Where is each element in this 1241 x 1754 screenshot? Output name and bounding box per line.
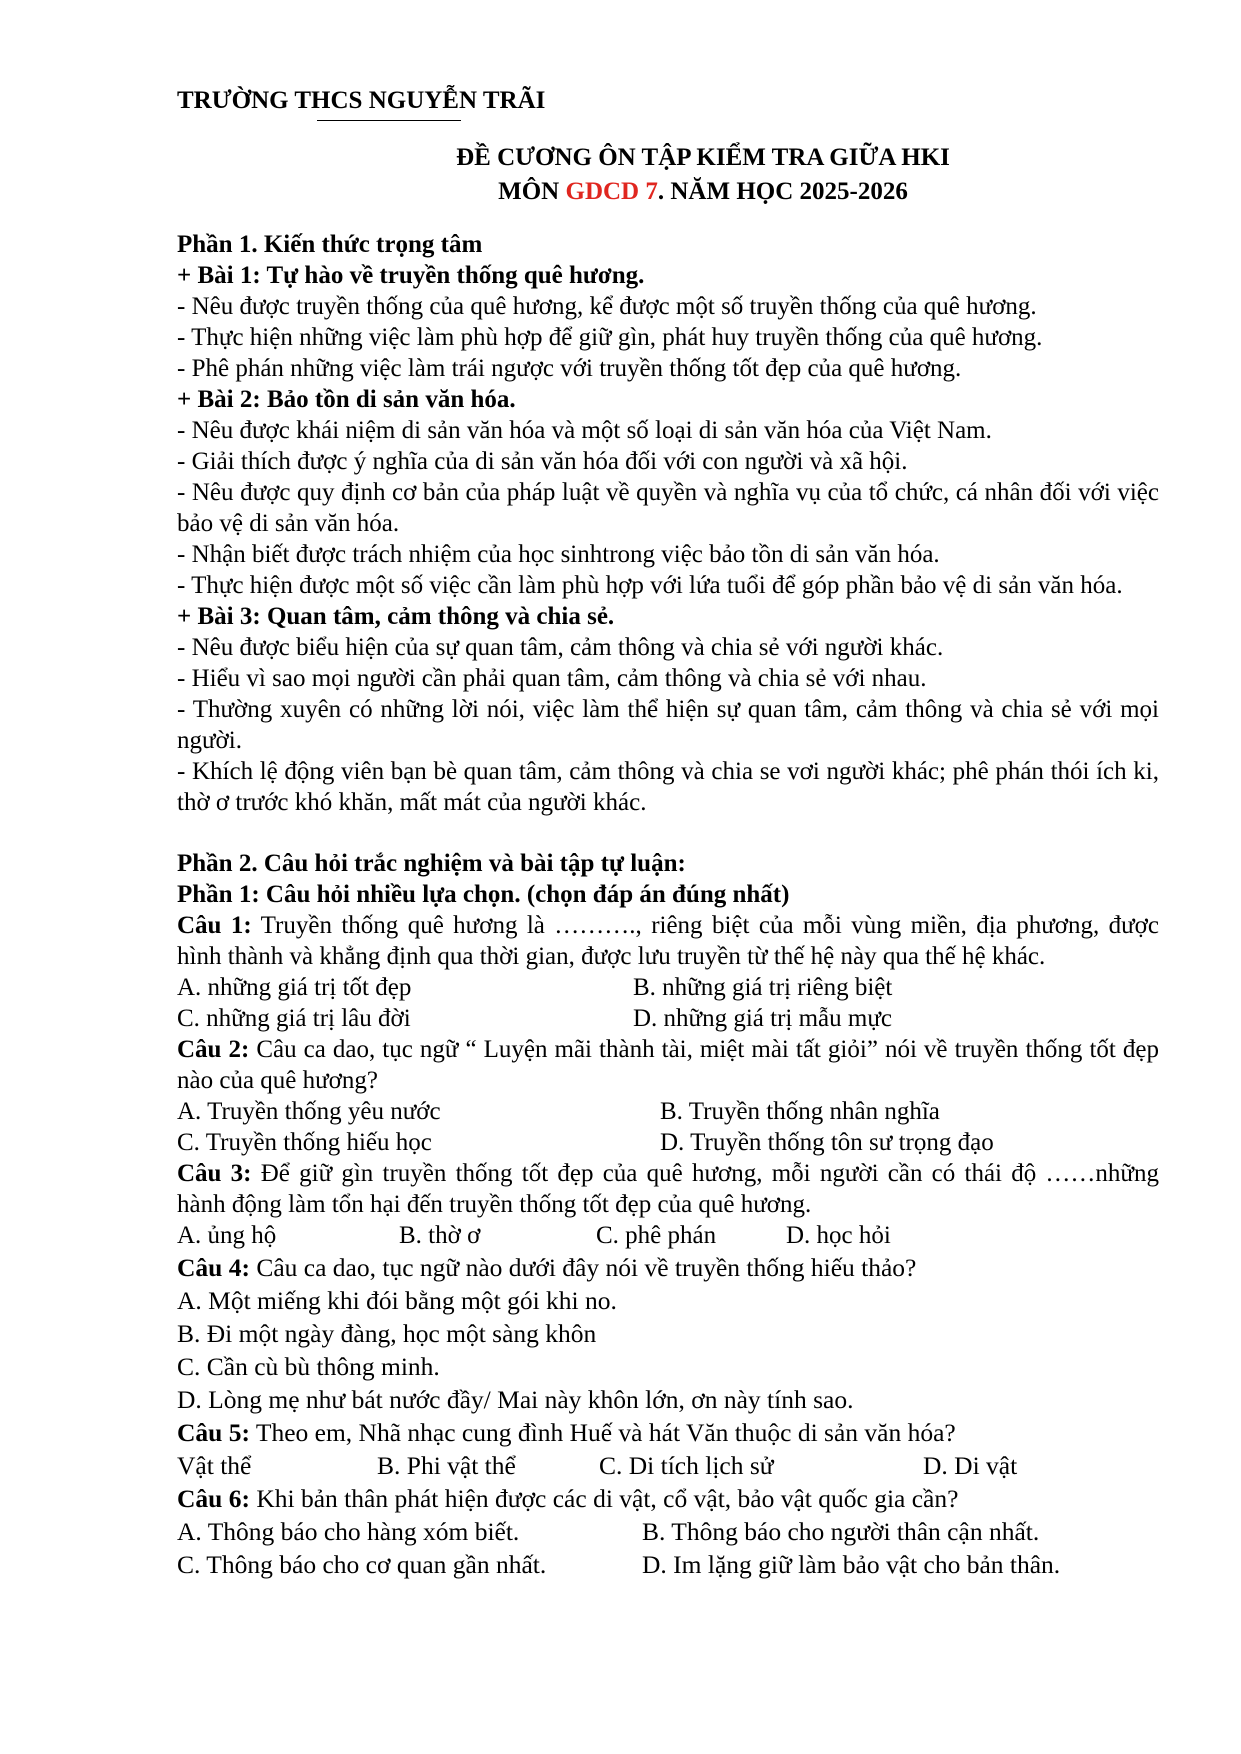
option-b: B. những giá trị riêng biệt: [633, 974, 893, 1001]
question-6: [177, 1482, 1159, 1515]
lesson-2-item: - Giải thích được ý nghĩa của di sản văn hóa đối với con người và xã hội.: [177, 448, 908, 475]
option-a: Vật thể: [177, 1451, 252, 1480]
option-d: D. Truyền thống tôn sư trọng đạo: [660, 1129, 994, 1156]
option-d: D. Di vật: [923, 1451, 1018, 1480]
option-c: C. phê phán: [596, 1222, 717, 1249]
question-text: Truyền thống quê hương là ………., riêng biệt của mỗi vùng miền, địa phương, được hình thành và khẳng định qua thời gian, được lưu truyền từ thế hệ này qua thế hệ khác.: [177, 912, 1159, 970]
option-b: B. thờ ơ: [399, 1222, 481, 1249]
question-6-options-row: [177, 1548, 1159, 1581]
question-label: Câu 6:: [177, 1484, 250, 1513]
lesson-3-title: + Bài 3: Quan tâm, cảm thông và chia sẻ.: [177, 603, 615, 630]
part1-heading: Phần 1. Kiến thức trọng tâm: [177, 231, 483, 258]
option-a: A. ủng hộ: [177, 1222, 277, 1249]
option-d: D. Im lặng giữ làm bảo vật cho bản thân.: [642, 1550, 1061, 1579]
lesson-2-item: - Nhận biết được trách nhiệm của học sinhtrong việc bảo tồn di sản văn hóa.: [177, 541, 940, 568]
option-d: D. học hỏi: [786, 1222, 891, 1249]
document-body: [177, 229, 1159, 1581]
question-label: Câu 1:: [177, 912, 252, 939]
subtitle-suffix: . NĂM HỌC 2025-2026: [657, 178, 908, 205]
question-4: [177, 1251, 1159, 1284]
lesson-2-title: + Bài 2: Bảo tồn di sản văn hóa.: [177, 386, 516, 413]
question-text: Câu ca dao, tục ngữ “ Luyện mãi thành tài, miệt mài tất giỏi” nói về truyền thống tốt đẹp nào của quê hương?: [177, 1036, 1159, 1094]
question-5: [177, 1416, 1159, 1449]
lesson-3-item: - Khích lệ động viên bạn bè quan tâm, cảm thông và chia se vơi người khác; phê phán thói ích ki, thờ ơ trước khó khăn, mất mát của người khác.: [177, 758, 1159, 816]
question-5-options-row: [177, 1449, 1159, 1482]
option-a: A. Truyền thống yêu nước: [177, 1098, 441, 1125]
part2-subheading: Phần 1: Câu hỏi nhiều lựa chọn. (chọn đáp án đúng nhất): [177, 881, 790, 908]
question-text: Khi bản thân phát hiện được các di vật, cổ vật, bảo vật quốc gia cần?: [249, 1484, 959, 1513]
option-d: D. những giá trị mẫu mực: [633, 1005, 892, 1032]
document-title: ĐỀ CƯƠNG ÔN TẬP KIỂM TRA GIỮA HKI: [456, 144, 950, 171]
option-a: A. Một miếng khi đói bằng một gói khi no.: [177, 1286, 617, 1315]
document-subtitle: [247, 175, 1159, 209]
question-1-options-row: [177, 1003, 1159, 1034]
option-c: C. Di tích lịch sử: [599, 1451, 774, 1480]
lesson-2-item: - Nêu được khái niệm di sản văn hóa và một số loại di sản văn hóa của Việt Nam.: [177, 417, 992, 444]
question-text: Để giữ gìn truyền thống tốt đẹp của quê hương, mỗi người cần có thái độ ……những hành động làm tổn hại đến truyền thống tốt đẹp của quê hương.: [177, 1160, 1159, 1218]
school-name: TRƯỜNG THCS NGUYỄN TRÃI: [177, 87, 546, 114]
question-label: Câu 4:: [177, 1253, 250, 1282]
question-label: Câu 2:: [177, 1036, 250, 1063]
option-a: A. những giá trị tốt đẹp: [177, 974, 412, 1001]
question-text: Theo em, Nhã nhạc cung đình Huế và hát Văn thuộc di sản văn hóa?: [249, 1418, 956, 1447]
lesson-1-item: - Thực hiện những việc làm phù hợp để giữ gìn, phát huy truyền thống của quê hương.: [177, 324, 1043, 351]
lesson-2-item: - Thực hiện được một số việc cần làm phù hợp với lứa tuổi để góp phần bảo vệ di sản văn hóa.: [177, 572, 1123, 599]
lesson-3-item: - Thường xuyên có những lời nói, việc làm thể hiện sự quan tâm, cảm thông và chia sẻ với mọi người.: [177, 696, 1159, 754]
question-label: Câu 5:: [177, 1418, 250, 1447]
question-3: [177, 1158, 1159, 1220]
question-2-options-row: [177, 1127, 1159, 1158]
question-1: [177, 910, 1159, 972]
question-1-options-row: [177, 972, 1159, 1003]
lesson-3-item: - Nêu được biểu hiện của sự quan tâm, cảm thông và chia sẻ với người khác.: [177, 634, 944, 661]
section-gap: [177, 818, 1159, 848]
document-page: [177, 84, 1159, 1581]
question-2-options-row: [177, 1096, 1159, 1127]
option-c: C. Cần cù bù thông minh.: [177, 1352, 440, 1381]
option-d: D. Lòng mẹ như bát nước đầy/ Mai này khôn lớn, ơn này tính sao.: [177, 1385, 854, 1414]
part2-heading: Phần 2. Câu hỏi trắc nghiệm và bài tập tự luận:: [177, 850, 686, 877]
lesson-1-title: + Bài 1: Tự hào về truyền thống quê hương.: [177, 262, 645, 289]
lesson-1-item: - Phê phán những việc làm trái ngược với truyền thống tốt đẹp của quê hương.: [177, 355, 962, 382]
subtitle-prefix: MÔN: [498, 178, 566, 205]
school-underline: [317, 120, 461, 121]
option-a: A. Thông báo cho hàng xóm biết.: [177, 1517, 520, 1546]
lesson-1-item: - Nêu được truyền thống của quê hương, kể được một số truyền thống của quê hương.: [177, 293, 1037, 320]
option-b: B. Thông báo cho người thân cận nhất.: [642, 1517, 1040, 1546]
subject-name: GDCD 7: [565, 178, 658, 205]
option-c: C. những giá trị lâu đời: [177, 1005, 411, 1032]
question-3-options-row: [177, 1220, 1159, 1251]
option-b: B. Đi một ngày đàng, học một sàng khôn: [177, 1319, 597, 1348]
option-c: C. Truyền thống hiếu học: [177, 1129, 432, 1156]
option-b: B. Truyền thống nhân nghĩa: [660, 1098, 940, 1125]
question-label: Câu 3:: [177, 1160, 252, 1187]
lesson-2-item: - Nêu được quy định cơ bản của pháp luật về quyền và nghĩa vụ của tổ chức, cá nhân đối với việc bảo vệ di sản văn hóa.: [177, 479, 1159, 537]
question-2: [177, 1034, 1159, 1096]
question-6-options-row: [177, 1515, 1159, 1548]
option-b: B. Phi vật thể: [377, 1451, 516, 1480]
lesson-3-item: - Hiểu vì sao mọi người cần phải quan tâm, cảm thông và chia sẻ với nhau.: [177, 665, 927, 692]
option-c: C. Thông báo cho cơ quan gần nhất.: [177, 1550, 547, 1579]
question-text: Câu ca dao, tục ngữ nào dưới đây nói về truyền thống hiếu thảo?: [249, 1253, 917, 1282]
